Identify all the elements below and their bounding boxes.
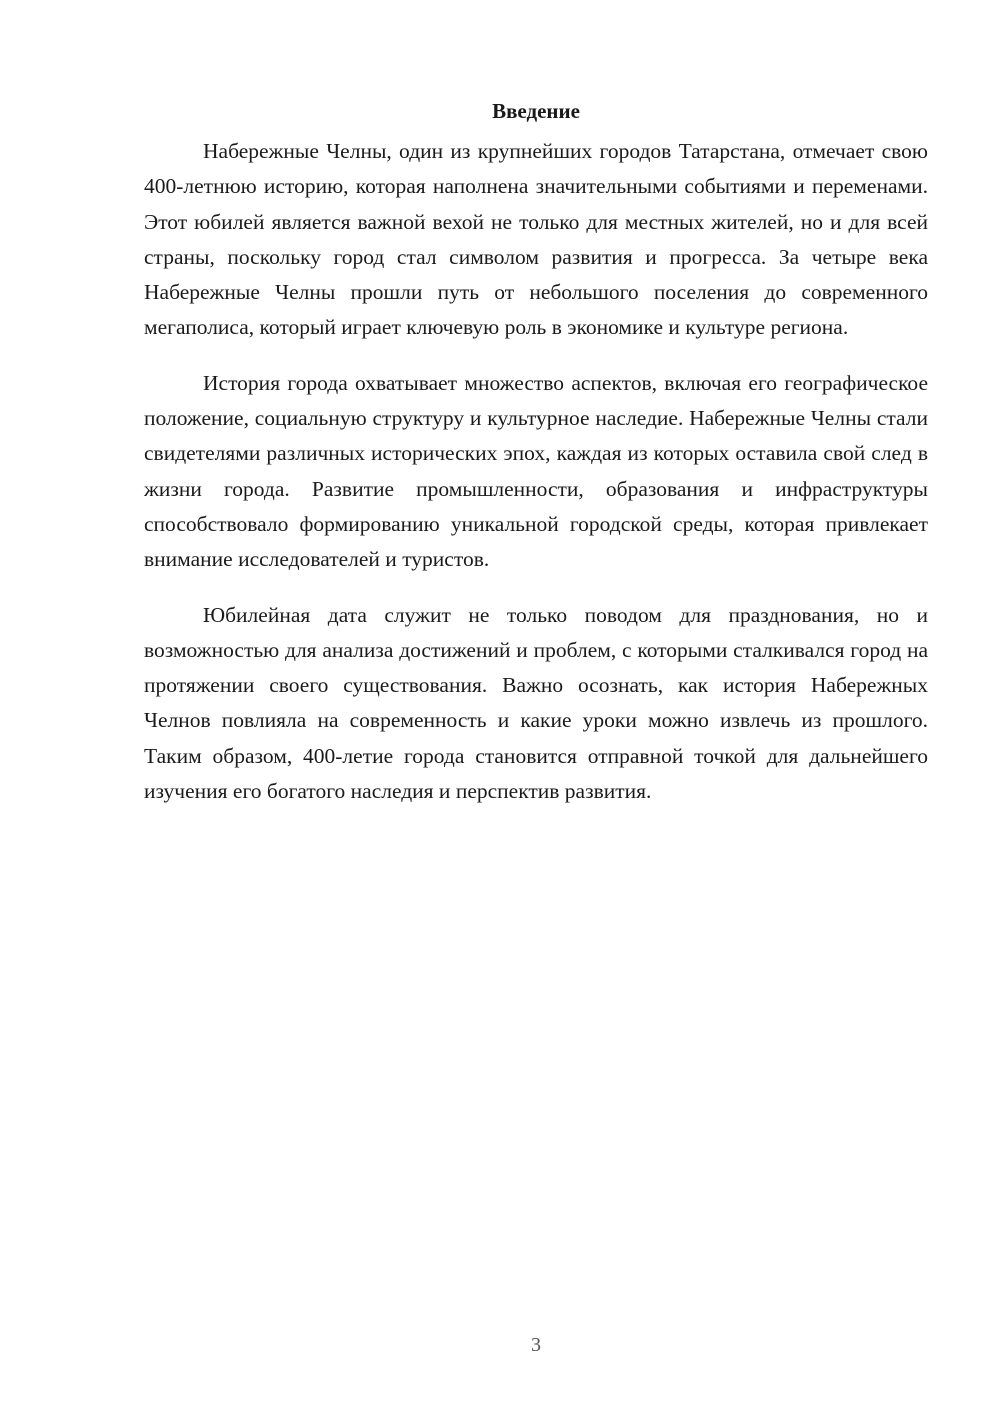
paragraph-1: Набережные Челны, один из крупнейших городов Татарстана, отмечает свою 400-летнюю историю, которая наполнена значительными событиями и переменами. Этот юбилей является важной вехой не только для местных жителей, но и для всей страны, поскольку город стал символом развития и прогресса. За четыре века Набережные Челны прошли путь от небольшого поселения до современного мегаполиса, который играет ключевую роль в экономике и культуре региона. bbox=[144, 139, 928, 340]
section-heading: Введение bbox=[492, 99, 580, 123]
paragraph-2: История города охватывает множество аспектов, включая его географическое положение, социальную структуру и культурное наследие. Набережные Челны стали свидетелями различных исторических эпох, каждая из которых оставила свой след в жизни города. Развитие промышленности, образования и инфраструктуры способствовало формированию уникальной городской среды, которая привлекает внимание исследователей и туристов. bbox=[144, 370, 928, 572]
paragraph-3: Юбилейная дата служит не только поводом для празднования, но и возможностью для анализа достижений и проблем, с которыми сталкивался город на протяжении своего существования. Важно осознать, как история Набережных Челнов повлияла на современность и какие уроки можно извлечь из прошлого. Таким образом, 400-летие города становится отправной точкой для дальнейшего изучения его богатого наследия и перспектив развития. bbox=[144, 602, 928, 804]
page-content bbox=[144, 96, 928, 829]
page-number: 3 bbox=[531, 1334, 541, 1356]
